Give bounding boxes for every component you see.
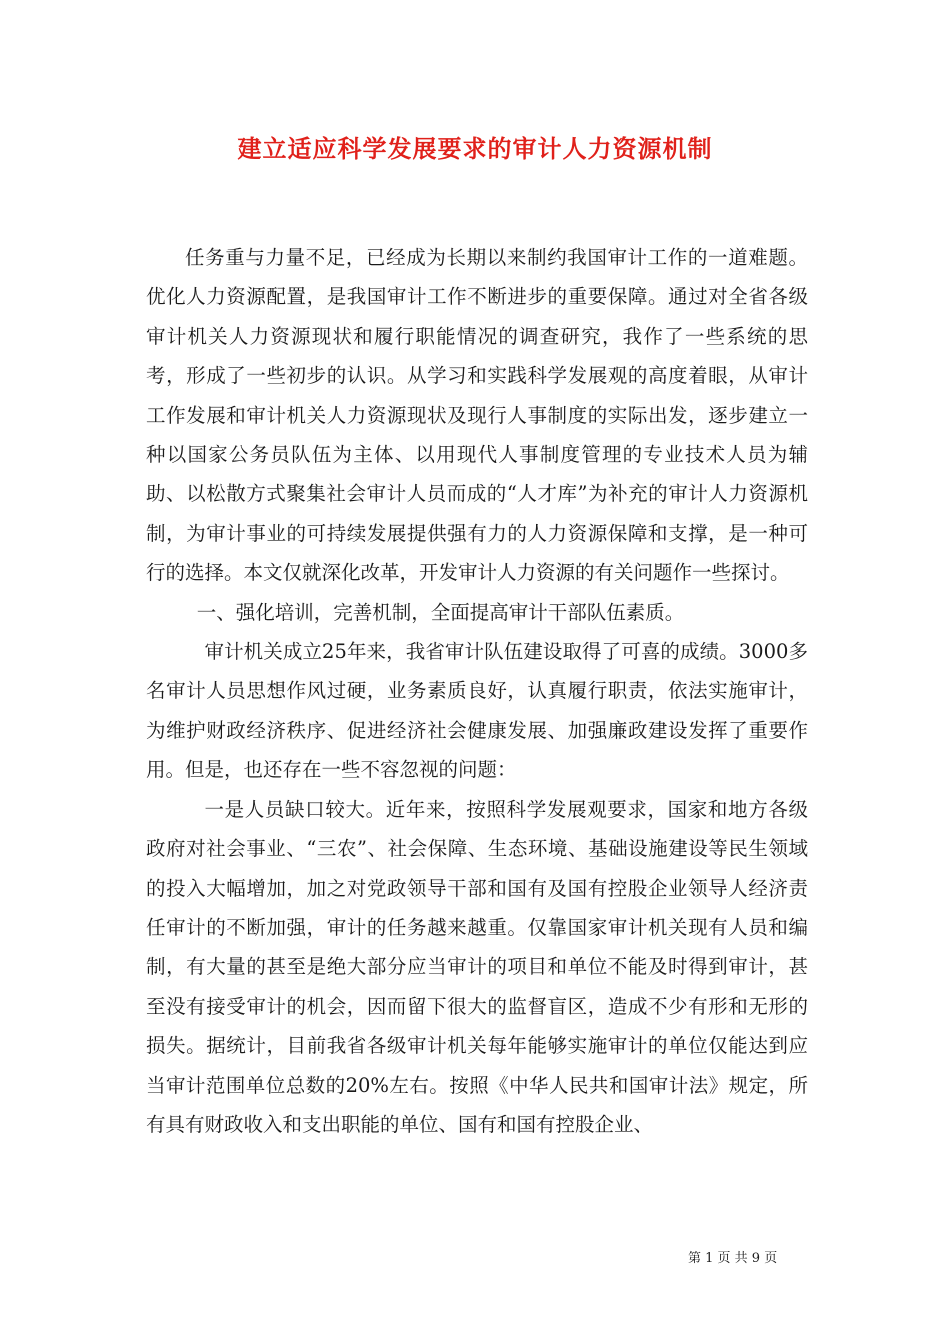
paragraph-staff-shortage: 一是人员缺口较大。近年来，按照科学发展观要求，国家和地方各级政府对社会事业、“三农”、社会保障、生态环境、基础设施建设等民生领域的投入大幅增加，加之对党政领导干部和国有及国有控股企业领导人经济责任审计的不断加强，审计的任务越来越重。仅靠国家审计机关现有人员和编制，有大量的甚至是绝大部分应当审计的项目和单位不能及时得到审计，甚至没有接受审计的机会，因而留下很大的监督盲区，造成不少有形和无形的损失。据统计，目前我省各级审计机关每年能够实施审计的单位仅能达到应当审计范围单位总数的20%左右。按照《中华人民共和国审计法》规定，所有具有财政收入和支出职能的单位、国有和国有控股企业、 (146, 797, 808, 1136)
paragraph-intro: 任务重与力量不足，已经成为长期以来制约我国审计工作的一道难题。优化人力资源配置，是我国审计工作不断进步的重要保障。通过对全省各级审计机关人力资源现状和履行职能情况的调查研究，我作了一些系统的思考，形成了一些初步的认识。从学习和实践科学发展观的高度着眼，从审计工作发展和审计机关人力资源现状及现行人事制度的实际出发，逐步建立一种以国家公务员队伍为主体、以用现代人事制度管理的专业技术人员为辅助、以松散方式聚集社会审计人员而成的“人才库”为补充的审计人力资源机制，为审计事业的可持续发展提供强有力的人力资源保障和支撑，是一种可行的选择。本文仅就深化改革，开发审计人力资源的有关问题作一些探讨。 (146, 246, 808, 585)
document-body (146, 238, 808, 1144)
section-heading-1: 一、强化培训，完善机制，全面提高审计干部队伍素质。 (196, 600, 685, 624)
page-number: 第 1 页 共 9 页 (688, 1251, 778, 1266)
document-title: 建立适应科学发展要求的审计人力资源机制 (237, 134, 713, 163)
paragraph-achievements: 审计机关成立25年来，我省审计队伍建设取得了可喜的成绩。3000多名审计人员思想作风过硬，业务素质良好，认真履行职责，依法实施审计，为维护财政经济秩序、促进经济社会健康发展、加强廉政建设发挥了重要作用。但是，也还存在一些不容忽视的问题： (146, 640, 808, 782)
